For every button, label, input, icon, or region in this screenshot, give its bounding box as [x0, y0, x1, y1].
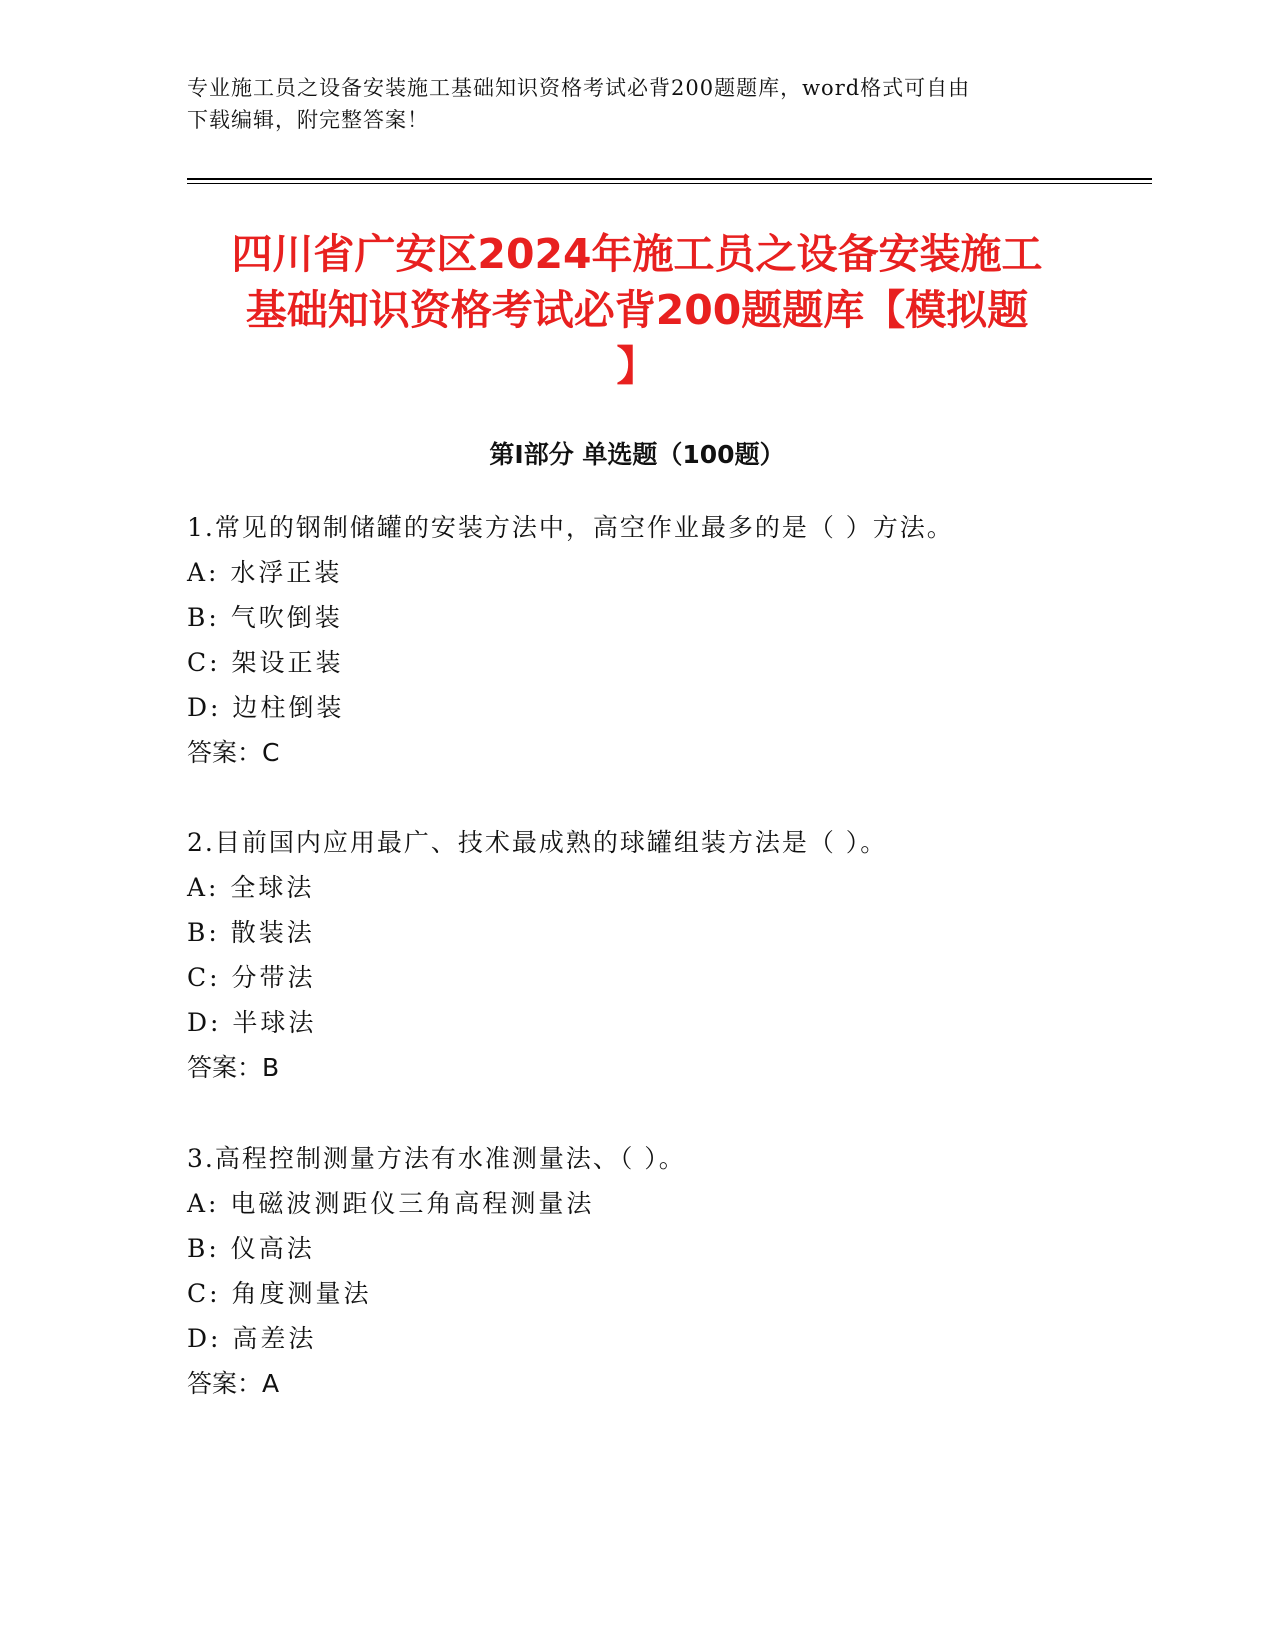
answer: 答案：C	[187, 738, 280, 767]
question-1	[187, 505, 1117, 775]
answer: 答案：A	[187, 1369, 280, 1398]
document-title	[187, 226, 1087, 394]
section-title: 第Ⅰ部分 单选题（100题）	[489, 440, 785, 469]
question-3	[187, 1136, 1117, 1406]
option-b: B: 散装法	[187, 918, 315, 947]
option-c: C: 角度测量法	[187, 1279, 372, 1308]
question-2	[187, 820, 1117, 1090]
option-b: B: 气吹倒装	[187, 603, 343, 632]
question-stem: 2.目前国内应用最广、技术最成熟的球罐组装方法是（ ）。	[187, 828, 888, 857]
title-line-3: 】	[616, 342, 658, 390]
title-line-2: 基础知识资格考试必背200题题库【模拟题	[245, 286, 1029, 334]
option-d: D: 边柱倒装	[187, 693, 345, 722]
option-c: C: 分带法	[187, 963, 316, 992]
header-divider-thin	[187, 183, 1152, 184]
option-b: B: 仪高法	[187, 1234, 315, 1263]
question-stem: 3.高程控制测量方法有水准测量法、（ ）。	[187, 1144, 686, 1173]
option-a: A: 电磁波测距仪三角高程测量法	[187, 1189, 595, 1218]
title-line-1: 四川省广安区2024年施工员之设备安装施工	[231, 230, 1043, 278]
option-c: C: 架设正装	[187, 648, 344, 677]
option-a: A: 全球法	[187, 873, 315, 902]
option-d: D: 半球法	[187, 1008, 317, 1037]
header-divider-thick	[187, 178, 1152, 180]
question-stem: 1.常见的钢制储罐的安装方法中，高空作业最多的是（ ）方法。	[187, 513, 954, 542]
option-d: D: 高差法	[187, 1324, 317, 1353]
header-note-line-1: 专业施工员之设备安装施工基础知识资格考试必背200题题库，word格式可自由	[187, 76, 971, 100]
header-note	[187, 72, 1087, 136]
header-note-line-2: 下载编辑，附完整答案！	[187, 108, 429, 132]
answer: 答案：B	[187, 1053, 280, 1082]
option-a: A: 水浮正装	[187, 558, 343, 587]
